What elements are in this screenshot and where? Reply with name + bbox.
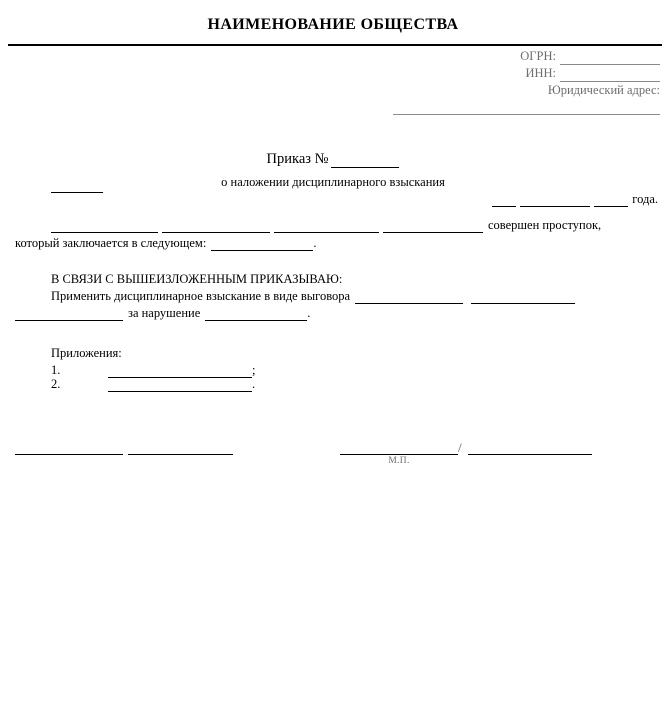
stamp-place-note: М.П. [388, 456, 410, 466]
legal-address-input[interactable] [393, 114, 660, 115]
inn-row [300, 65, 660, 82]
inn-label: ИНН: [525, 66, 556, 80]
order-body-field-2[interactable] [471, 291, 575, 304]
order-number-line [0, 151, 666, 168]
order-number-label: Приказ № [266, 151, 329, 167]
signature-right-name-input[interactable] [468, 454, 592, 455]
company-requisites-block [300, 48, 660, 99]
page-title: НАИМЕНОВАНИЕ ОБЩЕСТВА [207, 16, 459, 33]
date-line [400, 192, 658, 207]
header-divider [8, 44, 662, 46]
order-body-line-1 [51, 289, 575, 304]
attachment-number: 1. [51, 363, 61, 377]
ogrn-input[interactable] [560, 51, 660, 65]
signature-right-sign-input[interactable] [340, 454, 458, 455]
offense-line-2 [15, 236, 316, 251]
signature-separator: / [458, 440, 462, 455]
offense-text: совершен проступок, [488, 218, 602, 232]
offense-field-3[interactable] [274, 220, 379, 233]
offense-field-1[interactable] [51, 220, 158, 233]
order-number-input[interactable] [331, 154, 399, 168]
offense-line2-suffix: . [313, 236, 317, 250]
offense-line2-prefix: который заключается в следующем: [15, 236, 207, 250]
ogrn-label: ОГРН: [520, 49, 556, 63]
legal-address-row [300, 82, 660, 99]
order-body-prefix: Применить дисциплинарное взыскание в виде выговора [51, 289, 351, 303]
year-suffix: года. [632, 192, 658, 206]
attachments-title: Приложения: [51, 346, 122, 360]
attachment-number: 2. [51, 377, 61, 391]
signature-left-name-input[interactable] [128, 454, 233, 455]
offense-line-1 [51, 218, 663, 233]
signature-left-position-input[interactable] [15, 454, 123, 455]
year-input[interactable] [594, 194, 628, 207]
inn-input[interactable] [560, 68, 660, 82]
attachment-suffix: . [252, 377, 256, 391]
list-item [51, 377, 255, 392]
violation-label: за нарушение [128, 306, 201, 320]
order-subject: о наложении дисциплинарного взыскания [221, 175, 445, 189]
order-body-field-1[interactable] [355, 291, 463, 304]
day-input[interactable] [492, 194, 516, 207]
violation-suffix: . [307, 306, 311, 320]
attachment-input[interactable] [108, 379, 252, 392]
month-input[interactable] [520, 194, 590, 207]
legal-address-label: Юридический адрес: [547, 83, 660, 97]
offense-detail-input[interactable] [211, 238, 313, 251]
offense-field-4[interactable] [383, 220, 483, 233]
order-body-field-3[interactable] [15, 308, 123, 321]
violation-input[interactable] [205, 308, 307, 321]
list-item [51, 363, 255, 378]
place-input[interactable] [51, 192, 103, 193]
offense-field-2[interactable] [162, 220, 270, 233]
ogrn-row [300, 48, 660, 65]
order-body-line-2 [15, 306, 310, 321]
order-heading: В СВЯЗИ С ВЫШЕИЗЛОЖЕННЫМ ПРИКАЗЫВАЮ: [51, 272, 343, 286]
attachment-suffix: ; [252, 363, 256, 377]
